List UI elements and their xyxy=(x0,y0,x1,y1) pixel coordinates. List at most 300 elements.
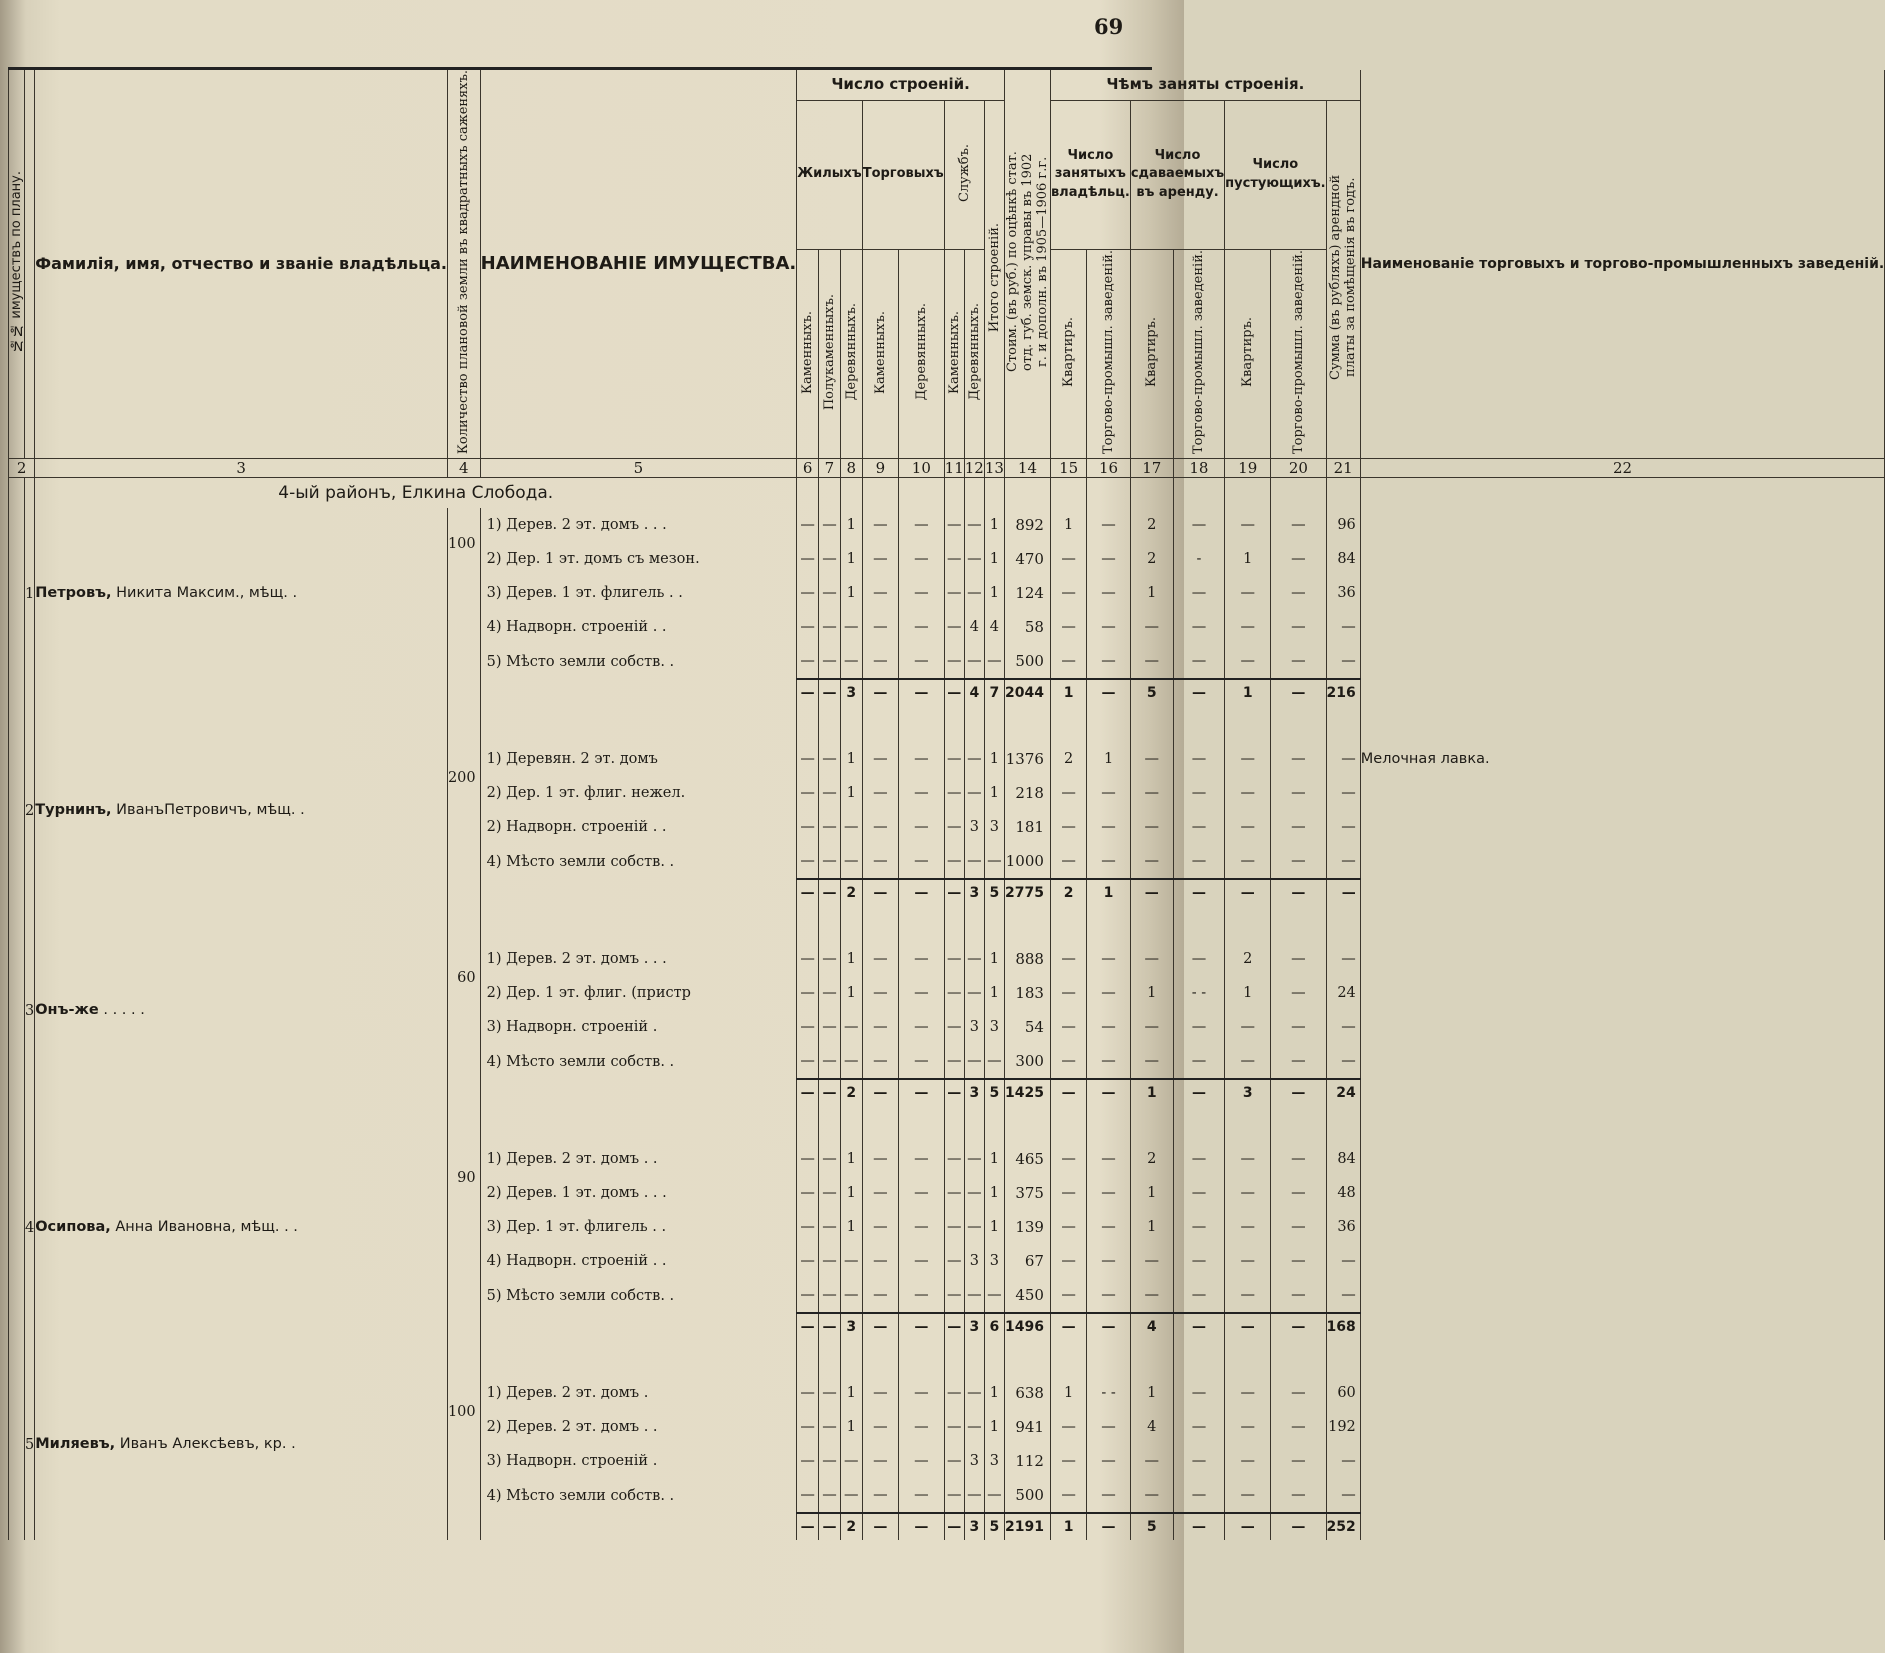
blank-cell xyxy=(1130,1106,1173,1142)
cell-c6: — xyxy=(797,1010,819,1044)
total-c13: 7 xyxy=(984,679,1004,706)
cost-value: 1000 xyxy=(1004,844,1050,879)
cost-value: 888 xyxy=(1004,942,1050,976)
cost-value: 638 xyxy=(1004,1376,1050,1410)
enterprise-name xyxy=(1360,776,1884,810)
blank-cell xyxy=(447,706,480,742)
cell-c21: — xyxy=(1326,610,1360,644)
cell-c19: — xyxy=(1225,508,1271,542)
total-c16: 1 xyxy=(1087,879,1131,906)
blank-cell xyxy=(25,1106,35,1142)
column-number: 22 xyxy=(1360,459,1884,478)
cell-c6: — xyxy=(797,1210,819,1244)
cell-c13: 1 xyxy=(984,542,1004,576)
cell-c11: — xyxy=(944,1010,964,1044)
cell-c13: 1 xyxy=(984,1210,1004,1244)
blank-cell xyxy=(1173,478,1224,509)
blank-cell xyxy=(964,478,984,509)
cell-c17: — xyxy=(1130,1444,1173,1478)
cell-c18: — xyxy=(1173,776,1224,810)
land-area: 60 xyxy=(447,942,480,1079)
column-number: 3 xyxy=(35,459,448,478)
property-row xyxy=(9,508,1885,542)
cell-c17: 1 xyxy=(1130,1376,1173,1410)
cell-c9: — xyxy=(862,1142,898,1176)
cell-c16: 1 xyxy=(1087,742,1131,776)
enterprise-name xyxy=(1360,508,1884,542)
cell-c21: — xyxy=(1326,644,1360,679)
cell-c15: — xyxy=(1050,644,1086,679)
total-c13: 5 xyxy=(984,1513,1004,1540)
cell-c21: — xyxy=(1326,1478,1360,1513)
blank-cell xyxy=(1225,706,1271,742)
cell-c12: — xyxy=(964,644,984,679)
col-header-16: Торгово-промышл. заведеній. xyxy=(1087,250,1131,459)
cell-c16: — xyxy=(1087,1444,1131,1478)
cell-c8: 1 xyxy=(840,576,862,610)
cell-c13: 1 xyxy=(984,1410,1004,1444)
cell-c20: — xyxy=(1271,742,1326,776)
owner-details: Анна Ивановна, мѣщ. . . xyxy=(110,1219,298,1236)
blank-cell xyxy=(447,1106,480,1142)
cell-c9: — xyxy=(862,508,898,542)
blank-cell xyxy=(1087,1106,1131,1142)
plan-number: 1 xyxy=(25,508,35,679)
cell-c10: — xyxy=(899,576,945,610)
col-header-6: Каменныхъ. xyxy=(797,250,819,459)
cell-c13: 4 xyxy=(984,610,1004,644)
plan-number: 5 xyxy=(25,1376,35,1513)
cell-c15: 1 xyxy=(1050,1376,1086,1410)
cell-c12: — xyxy=(964,1044,984,1079)
owner-surname: Миляевъ, xyxy=(35,1436,116,1453)
cell-c19: — xyxy=(1225,610,1271,644)
total-cost: 1425 xyxy=(1004,1079,1050,1106)
cell-c12: — xyxy=(964,576,984,610)
blank-cell xyxy=(1271,478,1326,509)
cell-c18: — xyxy=(1173,1044,1224,1079)
blank-cell xyxy=(1087,906,1131,942)
blank-cell xyxy=(964,1106,984,1142)
cell-c20: — xyxy=(1271,576,1326,610)
total-c17: 5 xyxy=(1130,1513,1173,1540)
total-c19: 3 xyxy=(1225,1079,1271,1106)
cell-c10: — xyxy=(899,976,945,1010)
cell-c13: 1 xyxy=(984,1376,1004,1410)
cell-c19: — xyxy=(1225,810,1271,844)
total-c7: — xyxy=(819,1513,841,1540)
cell-c12: 4 xyxy=(964,610,984,644)
land-area: 90 xyxy=(447,1142,480,1313)
cell-c15: — xyxy=(1050,1444,1086,1478)
spacer-row xyxy=(9,906,1885,942)
cell-c15: — xyxy=(1050,844,1086,879)
total-c7: — xyxy=(819,1313,841,1340)
cell-c6: — xyxy=(797,1278,819,1313)
cell-c17: 1 xyxy=(1130,1176,1173,1210)
total-c21: 216 xyxy=(1326,679,1360,706)
blank-cell xyxy=(1050,478,1086,509)
cell-c20: — xyxy=(1271,1376,1326,1410)
cell-c11: — xyxy=(944,1176,964,1210)
cell-c11: — xyxy=(944,810,964,844)
cell-c6: — xyxy=(797,610,819,644)
total-c21: 168 xyxy=(1326,1313,1360,1340)
total-c9: — xyxy=(862,679,898,706)
col-header-17: Квартиръ. xyxy=(1130,250,1173,459)
cell-c15: — xyxy=(1050,1176,1086,1210)
blank-cell xyxy=(1360,1313,1884,1340)
cost-value: 139 xyxy=(1004,1210,1050,1244)
total-cost: 2775 xyxy=(1004,879,1050,906)
cell-c13: — xyxy=(984,1278,1004,1313)
blank-cell xyxy=(984,1340,1004,1376)
cell-c13: 1 xyxy=(984,576,1004,610)
blank-cell xyxy=(819,1340,841,1376)
cell-c11: — xyxy=(944,1410,964,1444)
cell-c18: — xyxy=(1173,1376,1224,1410)
blank-cell xyxy=(447,879,480,906)
blank-cell xyxy=(25,1313,35,1340)
row-margin xyxy=(9,942,25,1079)
total-c19: — xyxy=(1225,879,1271,906)
cell-c7: — xyxy=(819,742,841,776)
cell-c15: — xyxy=(1050,810,1086,844)
cell-c18: — xyxy=(1173,576,1224,610)
cell-c16: - - xyxy=(1087,1376,1131,1410)
total-c12: 3 xyxy=(964,1079,984,1106)
cell-c10: — xyxy=(899,1444,945,1478)
column-number: 17 xyxy=(1130,459,1173,478)
cell-c21: 84 xyxy=(1326,542,1360,576)
cell-c17: 2 xyxy=(1130,508,1173,542)
cell-c16: — xyxy=(1087,942,1131,976)
cell-c17: 1 xyxy=(1130,1210,1173,1244)
cell-c15: — xyxy=(1050,1010,1086,1044)
owner-details: Никита Максим., мѣщ. . xyxy=(111,585,298,602)
cell-c18: — xyxy=(1173,644,1224,679)
column-number: 13 xyxy=(984,459,1004,478)
total-c15: 1 xyxy=(1050,679,1086,706)
cell-c16: — xyxy=(1087,644,1131,679)
cell-c9: — xyxy=(862,810,898,844)
blank-cell xyxy=(944,906,964,942)
cell-c7: — xyxy=(819,1278,841,1313)
cell-c17: 1 xyxy=(1130,576,1173,610)
cost-value: 450 xyxy=(1004,1278,1050,1313)
cell-c9: — xyxy=(862,1444,898,1478)
blank-cell xyxy=(9,706,25,742)
cell-c20: — xyxy=(1271,1176,1326,1210)
blank-cell xyxy=(1360,1340,1884,1376)
cell-c11: — xyxy=(944,508,964,542)
cell-c20: — xyxy=(1271,508,1326,542)
cost-value: 375 xyxy=(1004,1176,1050,1210)
district-title: 4-ый районъ, Елкина Слобода. xyxy=(35,478,797,509)
total-c13: 5 xyxy=(984,1079,1004,1106)
cell-c19: — xyxy=(1225,1142,1271,1176)
cell-c13: — xyxy=(984,1044,1004,1079)
cell-c10: — xyxy=(899,1210,945,1244)
cell-c8: 1 xyxy=(840,1410,862,1444)
cost-value: 1376 xyxy=(1004,742,1050,776)
cell-c17: — xyxy=(1130,810,1173,844)
cell-c9: — xyxy=(862,1176,898,1210)
cell-c7: — xyxy=(819,1142,841,1176)
blank-cell xyxy=(862,706,898,742)
cell-c11: — xyxy=(944,644,964,679)
total-c18: — xyxy=(1173,879,1224,906)
owner-total-row xyxy=(9,879,1885,906)
enterprise-name xyxy=(1360,1478,1884,1513)
total-c6: — xyxy=(797,1313,819,1340)
blank-cell xyxy=(1360,906,1884,942)
cell-c6: — xyxy=(797,1176,819,1210)
property-name: 4) Надворн. строеній . . xyxy=(480,610,797,644)
cell-c8: 1 xyxy=(840,542,862,576)
property-name: 4) Мѣсто земли собств. . xyxy=(480,844,797,879)
col-header-15: Квартиръ. xyxy=(1050,250,1086,459)
cost-value: 112 xyxy=(1004,1444,1050,1478)
cell-c15: — xyxy=(1050,776,1086,810)
blank-cell xyxy=(25,478,35,509)
total-c8: 3 xyxy=(840,679,862,706)
col-header-total: Итого строеній. xyxy=(984,100,1004,459)
total-c12: 4 xyxy=(964,679,984,706)
col-header-18: Торгово-промышл. заведеній. xyxy=(1173,250,1224,459)
property-name: 5) Мѣсто земли собств. . xyxy=(480,1278,797,1313)
blank-cell xyxy=(1271,1340,1326,1376)
cell-c21: — xyxy=(1326,810,1360,844)
property-name: 2) Дерев. 2 эт. домъ . . xyxy=(480,1410,797,1444)
total-c16: — xyxy=(1087,1513,1131,1540)
total-c8: 2 xyxy=(840,1079,862,1106)
total-c8: 3 xyxy=(840,1313,862,1340)
subgroup-residential: Жилыхъ xyxy=(797,100,862,250)
property-name: 2) Дер. 1 эт. домъ съ мезон. xyxy=(480,542,797,576)
cell-c6: — xyxy=(797,508,819,542)
cell-c8: 1 xyxy=(840,942,862,976)
subgroup-owner-occupied: Число занятыхъ владѣльц. xyxy=(1050,100,1130,250)
cell-c8: — xyxy=(840,1010,862,1044)
blank-cell xyxy=(9,679,25,706)
property-name: 2) Дер. 1 эт. флиг. (пристр xyxy=(480,976,797,1010)
blank-cell xyxy=(1360,1079,1884,1106)
blank-cell xyxy=(35,1340,448,1376)
cell-c12: — xyxy=(964,1278,984,1313)
page-number: 69 xyxy=(1094,14,1124,39)
cell-c18: — xyxy=(1173,1478,1224,1513)
property-name: 4) Надворн. строеній . . xyxy=(480,1244,797,1278)
cell-c10: — xyxy=(899,776,945,810)
total-cost: 2044 xyxy=(1004,679,1050,706)
cell-c20: — xyxy=(1271,844,1326,879)
cell-c16: — xyxy=(1087,1044,1131,1079)
cell-c7: — xyxy=(819,610,841,644)
total-c15: — xyxy=(1050,1079,1086,1106)
plan-number: 3 xyxy=(25,942,35,1079)
cell-c9: — xyxy=(862,942,898,976)
blank-cell xyxy=(1271,706,1326,742)
col-header-plan-no: №№ имуществъ по плану. xyxy=(9,70,25,459)
cell-c19: — xyxy=(1225,1278,1271,1313)
cell-c17: — xyxy=(1130,844,1173,879)
group-header-use: Чѣмъ заняты строенія. xyxy=(1050,70,1360,100)
total-c6: — xyxy=(797,879,819,906)
cell-c10: — xyxy=(899,508,945,542)
cell-c7: — xyxy=(819,1244,841,1278)
cell-c18: — xyxy=(1173,610,1224,644)
cell-c15: — xyxy=(1050,576,1086,610)
blank-cell xyxy=(25,706,35,742)
cell-c11: — xyxy=(944,1478,964,1513)
owner-total-row xyxy=(9,679,1885,706)
cell-c16: — xyxy=(1087,1176,1131,1210)
column-numbers-row xyxy=(9,459,1885,478)
enterprise-name xyxy=(1360,844,1884,879)
total-c8: 2 xyxy=(840,879,862,906)
cell-c10: — xyxy=(899,644,945,679)
cell-c17: 1 xyxy=(1130,976,1173,1010)
cell-c20: — xyxy=(1271,1444,1326,1478)
cell-c9: — xyxy=(862,1210,898,1244)
property-name: 2) Надворн. строеній . . xyxy=(480,810,797,844)
blank-cell xyxy=(1130,706,1173,742)
blank-cell xyxy=(1173,1340,1224,1376)
cell-c8: — xyxy=(840,844,862,879)
cell-c21: 24 xyxy=(1326,976,1360,1010)
blank-cell xyxy=(480,706,797,742)
column-number: 8 xyxy=(840,459,862,478)
total-c20: — xyxy=(1271,1513,1326,1540)
cell-c19: — xyxy=(1225,1444,1271,1478)
register-table xyxy=(8,70,1885,1540)
property-name: 1) Дерев. 2 эт. домъ . . . xyxy=(480,508,797,542)
cell-c12: — xyxy=(964,942,984,976)
blank-cell xyxy=(9,1340,25,1376)
cost-value: 500 xyxy=(1004,1478,1050,1513)
blank-cell xyxy=(25,1079,35,1106)
blank-cell xyxy=(984,1106,1004,1142)
blank-cell xyxy=(1004,906,1050,942)
cell-c21: — xyxy=(1326,1278,1360,1313)
blank-cell xyxy=(840,478,862,509)
total-c19: 1 xyxy=(1225,679,1271,706)
blank-cell xyxy=(819,906,841,942)
total-c12: 3 xyxy=(964,1513,984,1540)
cell-c16: — xyxy=(1087,1244,1131,1278)
cell-c6: — xyxy=(797,644,819,679)
cell-c15: 2 xyxy=(1050,742,1086,776)
property-name: 2) Дерев. 1 эт. домъ . . . xyxy=(480,1176,797,1210)
cell-c15: — xyxy=(1050,942,1086,976)
total-c11: — xyxy=(944,1079,964,1106)
cell-c11: — xyxy=(944,542,964,576)
total-c12: 3 xyxy=(964,1313,984,1340)
cell-c19: — xyxy=(1225,1010,1271,1044)
blank-cell xyxy=(480,1340,797,1376)
blank-cell xyxy=(1326,906,1360,942)
cell-c8: — xyxy=(840,1444,862,1478)
cell-c10: — xyxy=(899,942,945,976)
cell-c13: 3 xyxy=(984,810,1004,844)
blank-cell xyxy=(480,1513,797,1540)
cell-c20: — xyxy=(1271,1478,1326,1513)
cell-c9: — xyxy=(862,542,898,576)
total-c13: 5 xyxy=(984,879,1004,906)
cell-c9: — xyxy=(862,976,898,1010)
cell-c18: — xyxy=(1173,1444,1224,1478)
blank-cell xyxy=(9,1513,25,1540)
blank-cell xyxy=(35,879,448,906)
total-c15: — xyxy=(1050,1313,1086,1340)
blank-cell xyxy=(25,906,35,942)
total-c6: — xyxy=(797,1079,819,1106)
cell-c12: — xyxy=(964,1376,984,1410)
cell-c9: — xyxy=(862,1010,898,1044)
cell-c21: — xyxy=(1326,942,1360,976)
blank-cell xyxy=(1050,906,1086,942)
spacer-row xyxy=(9,1340,1885,1376)
blank-cell xyxy=(1360,478,1884,509)
cell-c13: 3 xyxy=(984,1444,1004,1478)
total-c12: 3 xyxy=(964,879,984,906)
cell-c7: — xyxy=(819,644,841,679)
blank-cell xyxy=(35,706,448,742)
cell-c9: — xyxy=(862,1478,898,1513)
cell-c19: — xyxy=(1225,644,1271,679)
cell-c13: 1 xyxy=(984,976,1004,1010)
blank-cell xyxy=(899,706,945,742)
blank-cell xyxy=(35,1079,448,1106)
cost-value: 183 xyxy=(1004,976,1050,1010)
cell-c10: — xyxy=(899,1044,945,1079)
total-c19: — xyxy=(1225,1513,1271,1540)
blank-cell xyxy=(1004,1340,1050,1376)
cell-c18: — xyxy=(1173,810,1224,844)
cell-c6: — xyxy=(797,1478,819,1513)
column-number: 7 xyxy=(819,459,841,478)
blank-cell xyxy=(1271,906,1326,942)
enterprise-name xyxy=(1360,942,1884,976)
cell-c13: — xyxy=(984,644,1004,679)
cell-c20: — xyxy=(1271,644,1326,679)
cell-c17: 2 xyxy=(1130,542,1173,576)
cell-c16: — xyxy=(1087,1410,1131,1444)
cell-c10: — xyxy=(899,1142,945,1176)
cell-c18: — xyxy=(1173,1210,1224,1244)
cell-c6: — xyxy=(797,1410,819,1444)
cell-c19: — xyxy=(1225,576,1271,610)
cell-c13: 1 xyxy=(984,508,1004,542)
enterprise-name xyxy=(1360,810,1884,844)
cell-c12: — xyxy=(964,1410,984,1444)
cell-c15: 1 xyxy=(1050,508,1086,542)
cell-c10: — xyxy=(899,542,945,576)
col-header-12: Деревянныхъ. xyxy=(964,250,984,459)
blank-cell xyxy=(899,1106,945,1142)
cell-c8: 1 xyxy=(840,508,862,542)
cell-c11: — xyxy=(944,576,964,610)
cell-c7: — xyxy=(819,1010,841,1044)
blank-cell xyxy=(35,1513,448,1540)
cell-c19: — xyxy=(1225,1410,1271,1444)
blank-cell xyxy=(944,1340,964,1376)
cell-c11: — xyxy=(944,610,964,644)
cell-c13: 1 xyxy=(984,742,1004,776)
cell-c7: — xyxy=(819,776,841,810)
blank-cell xyxy=(9,1079,25,1106)
